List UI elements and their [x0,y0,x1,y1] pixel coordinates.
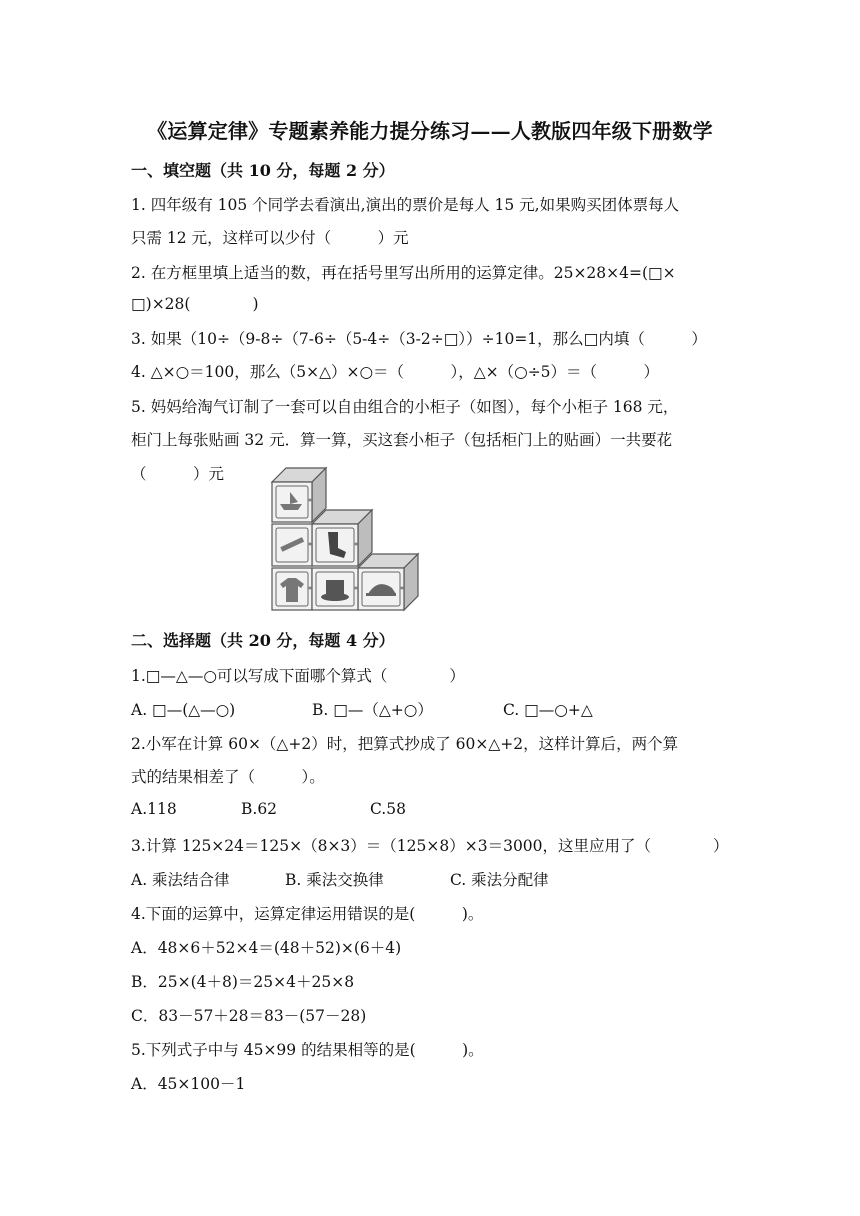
s2-q3-option-a: A. 乘法结合律 [131,871,230,889]
s1-q2-line1: 2. 在方框里填上适当的数，再在括号里写出所用的运算定律。25×28×4=(□× [131,264,676,282]
s1-q2-line2: □)×28( ) [131,295,259,313]
section-1-heading: 一、填空题（共 10 分，每题 2 分） [131,161,395,180]
s1-q1-line2: 只需 12 元，这样可以少付（ ）元 [131,229,409,247]
s2-q2-options [131,800,406,818]
s2-q3-option-c: C. 乘法分配律 [450,871,549,889]
s2-q3-option-b: B. 乘法交换律 [285,871,384,889]
section-2-heading: 二、选择题（共 20 分，每题 4 分） [131,631,395,650]
page-title: 《运算定律》专题素养能力提分练习——人教版四年级下册数学 [147,119,713,143]
s2-q4-option-b: B．25×(4＋8)＝25×4＋25×8 [131,973,355,991]
s2-q2-option-c: C.58 [370,800,406,818]
s2-q4: 4.下面的运算中，运算定律运用错误的是( )。 [131,905,484,923]
s1-q5-line2: 柜门上每张贴画 32 元．算一算，买这套小柜子（包括柜门上的贴画）一共要花 [131,431,673,449]
s2-q3: 3.计算 125×24＝125×（8×3）＝（125×8）×3＝3000，这里应用了（ ） [131,837,729,855]
s2-q3-options [131,868,549,890]
s2-q1: 1.□—△—○可以写成下面哪个算式（ ） [131,667,465,685]
s2-q1-options [131,698,593,720]
s2-q4-option-c: C．83－57＋28＝83－(57－28) [131,1007,367,1025]
s2-q5: 5.下列式子中与 45×99 的结果相等的是( )。 [131,1041,484,1059]
s1-q4: 4. △×○＝100，那么（5×△）×○＝（ ），△×（○÷5）＝（ ） [131,363,660,381]
s2-q2-option-b: B.62 [241,800,278,818]
s2-q1-option-a: A. □—(△—○) [131,701,236,719]
s2-q4-option-a: A．48×6＋52×4＝(48＋52)×(6＋4) [131,939,402,957]
s2-q5-option-a: A．45×100－1 [131,1075,246,1093]
s1-q5-line1: 5. 妈妈给淘气订制了一套可以自由组合的小柜子（如图），每个小柜子 168 元， [131,398,679,416]
s1-q3: 3. 如果（10÷（9-8÷（7-6÷（5-4÷（3-2÷□））÷10=1，那么□内填（ ） [131,330,707,348]
s2-q2-line2: 式的结果相差了（ ）。 [131,768,325,786]
s1-q5-line3: （ ）元 [131,465,225,483]
s2-q1-option-c: C. □—○+△ [503,701,593,719]
cabinet-figure [268,462,428,612]
s1-q1-line1: 1. 四年级有 105 个同学去看演出,演出的票价是每人 15 元,如果购买团体票每人 [131,196,680,214]
s2-q2-option-a: A.118 [131,800,177,818]
s2-q2-line1: 2.小军在计算 60×（△+2）时，把算式抄成了 60×△+2，这样计算后，两个算 [131,735,679,753]
s2-q1-option-b: B. □—（△+○） [312,701,433,719]
